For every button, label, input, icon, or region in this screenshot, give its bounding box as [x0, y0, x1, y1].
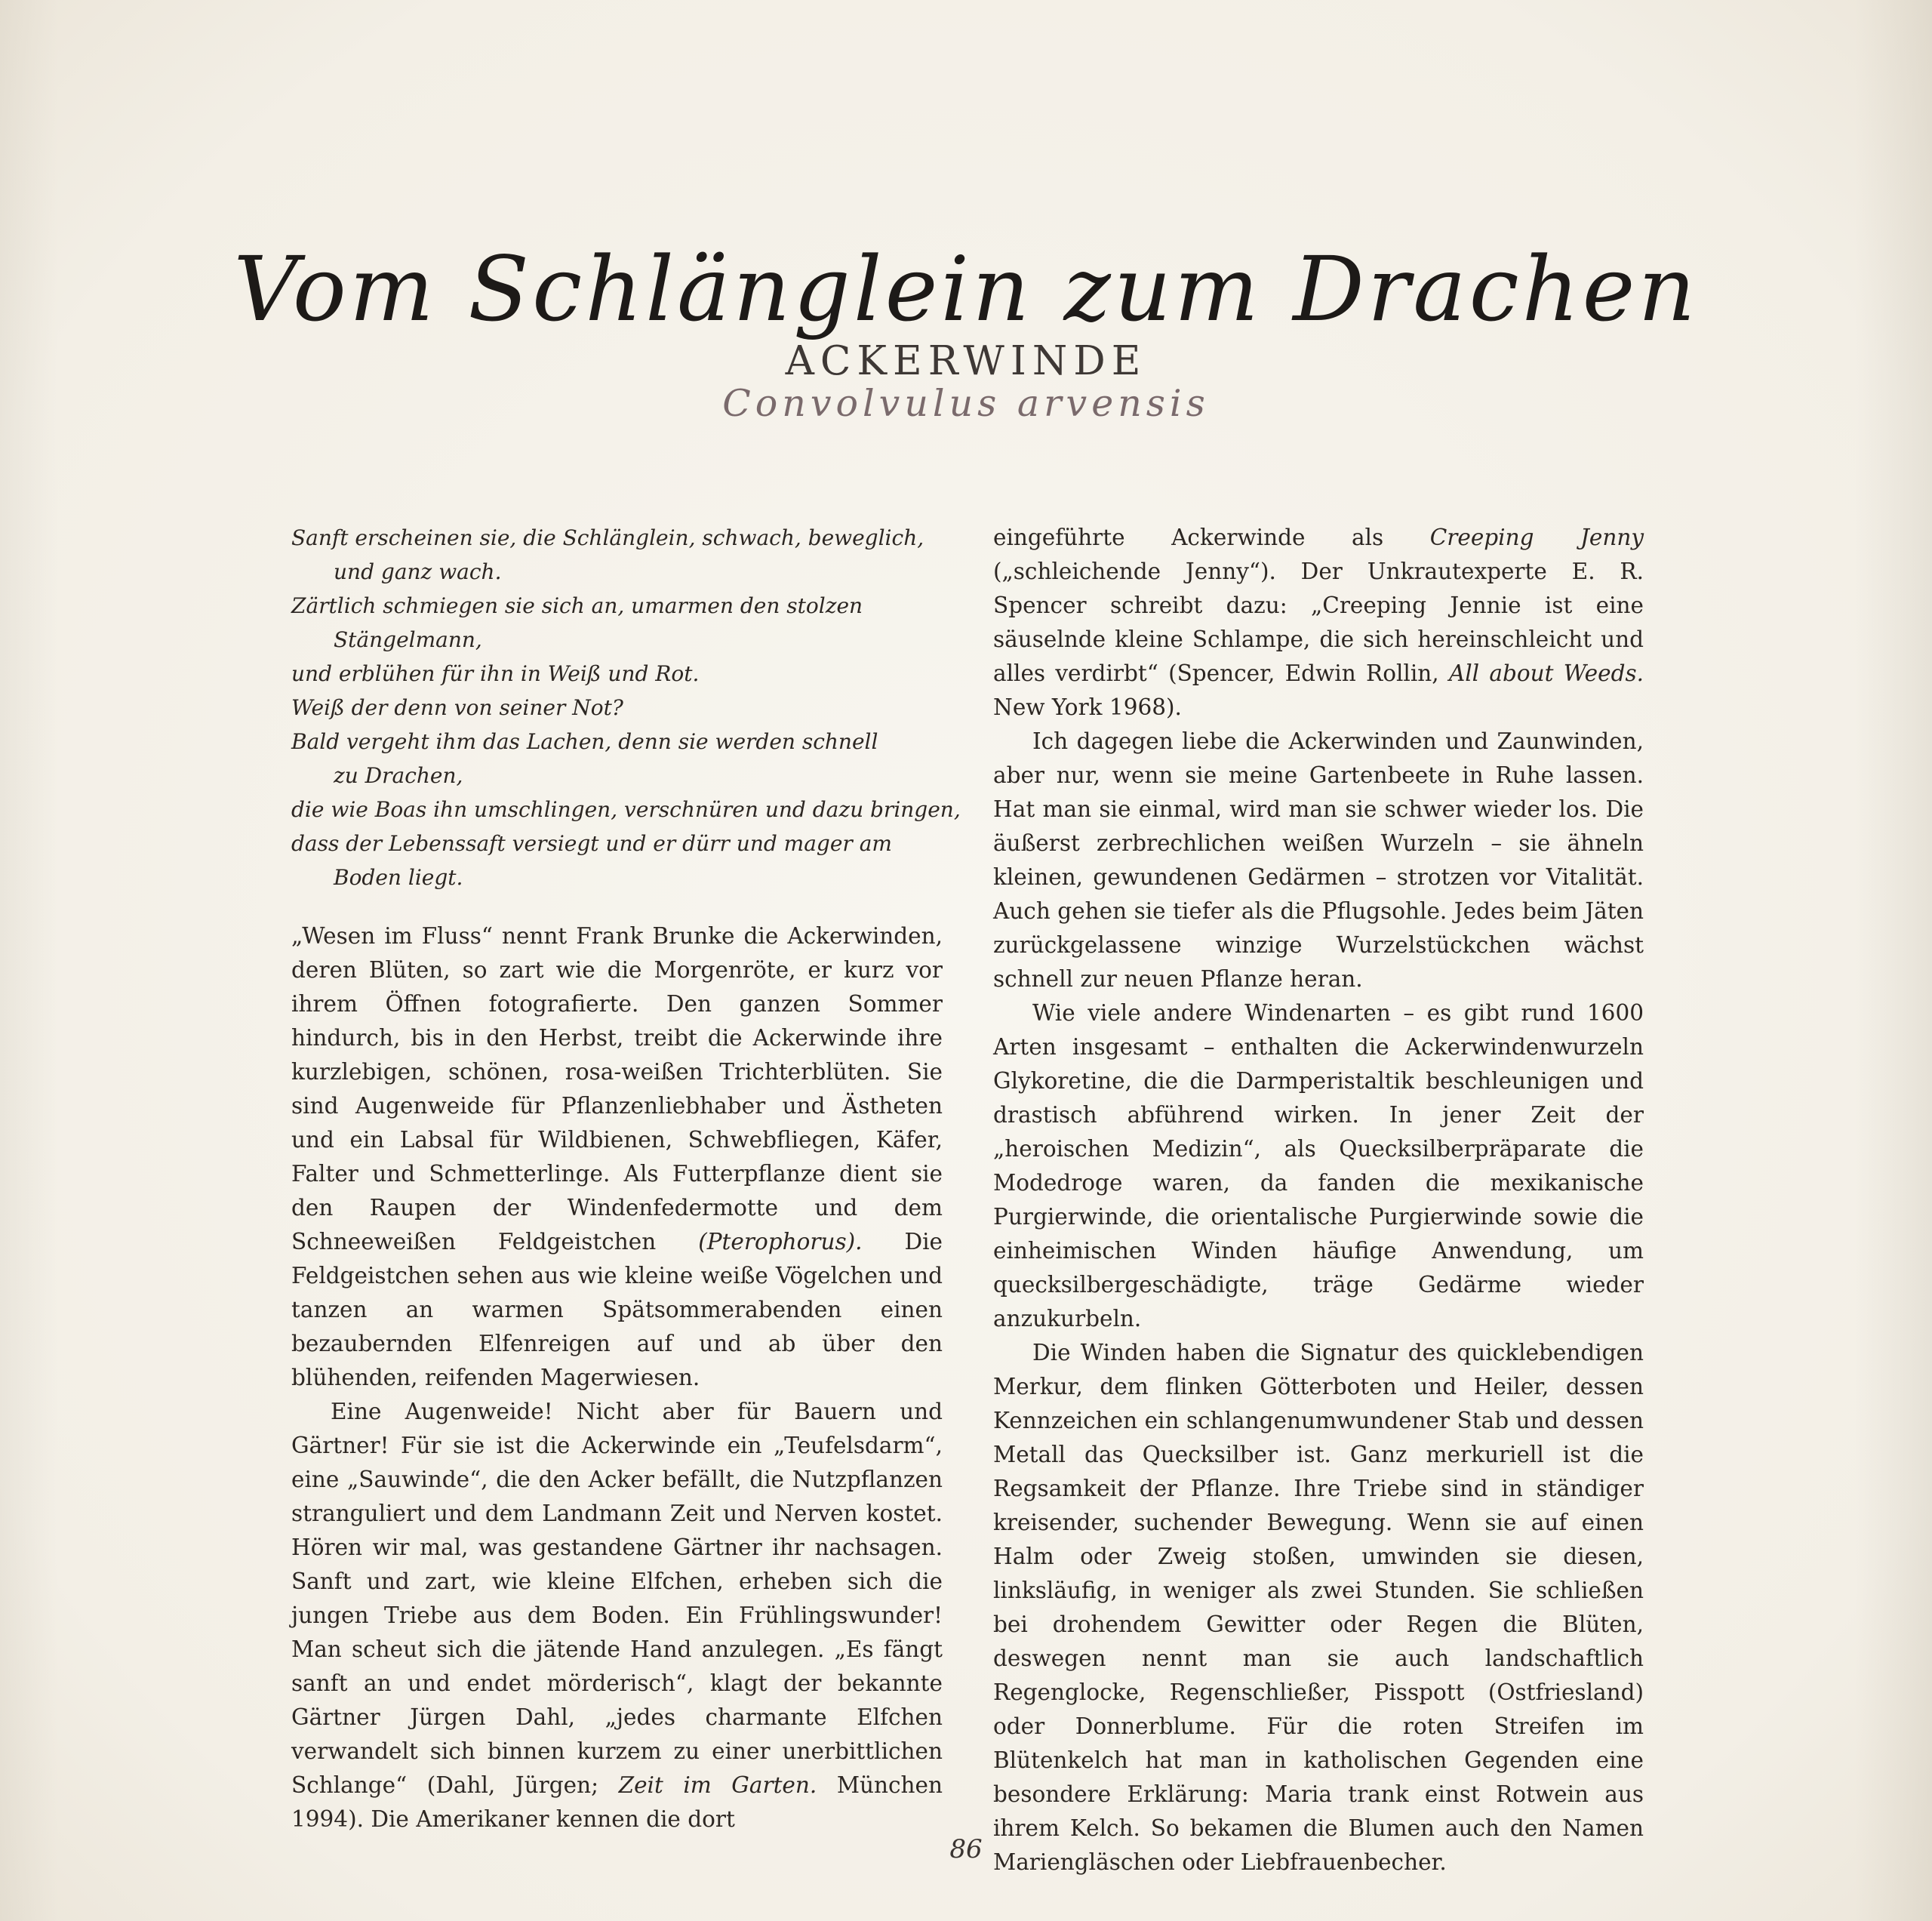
text-run: Eine Augenweide! Nicht aber für Bauern und Gärtner! Für sie ist die Ackerwinde ein „Teufelsdarm“, eine „Sauwinde“, die den Acker befällt, die Nutzpflanzen stranguliert und dem Landmann Zeit und Nerven kostet. Hören wir mal, was gestandene Gärtner ihr nachsagen. Sanft und zart, wie kleine Elfchen, erheben sich die jungen Triebe aus dem Boden. Ein Frühlingswunder! Man scheut sich die jätende Hand anzulegen. „Es fängt sanft an und endet mörderisch“, klagt der bekannte Gärtner Jürgen Dahl, „jedes charmante Elfchen verwandelt sich binnen kurzem zu einer unerbittlichen Schlange“ (Dahl, Jürgen;: [291, 1399, 943, 1798]
page-number: 86: [949, 1834, 983, 1864]
poem-line: Stängelmann,: [334, 627, 482, 652]
poem-line: und erblühen für ihn in Weiß und Rot.: [291, 661, 700, 686]
paragraph: [291, 1395, 943, 1836]
text-run: („schleichende Jenny“). Der Unkrautexperte E. R. Spencer schreibt dazu: „Creeping Jennie ist eine säuselnde kleine Schlampe, die sich hereinschleicht und alles verdirbt“ (Spencer, Edwin Rollin,: [993, 559, 1644, 686]
poem-line: Bald vergeht ihm das Lachen, denn sie werden schnell: [291, 729, 878, 754]
poem-line: Weiß der denn von seiner Not?: [291, 695, 623, 720]
poem-line: dass der Lebenssaft versiegt und er dürr und mager am: [291, 831, 892, 856]
text-run: New York 1968).: [993, 694, 1182, 720]
text-run: Die Feldgeistchen sehen aus wie kleine weiße Vögelchen und tanzen an warmen Spätsommerabenden einen bezaubernden Elfenreigen auf und ab über den blühenden, reifenden Magerwiesen.: [291, 1229, 943, 1390]
right-column: [993, 521, 1644, 1879]
poem: [291, 521, 961, 894]
poem-line: Sanft erscheinen sie, die Schlänglein, schwach, beweglich,: [291, 525, 924, 550]
chapter-title: Vom Schlänglein zum Drachen: [233, 237, 1699, 342]
latin-name: Convolvulus arvensis: [722, 382, 1210, 425]
text-run-italic: Creeping Jenny: [1429, 525, 1644, 550]
text-run-italic: Zeit im Garten.: [618, 1772, 817, 1798]
plant-name: ACKERWINDE: [785, 338, 1147, 384]
text-run: München 1994). Die Amerikaner kennen die dort: [291, 1772, 943, 1832]
poem-line: und ganz wach.: [334, 559, 502, 584]
poem-line: die wie Boas ihn umschlingen, verschnüren und dazu bringen,: [291, 797, 961, 822]
left-column: [291, 521, 961, 1836]
poem-line: zu Drachen,: [334, 763, 463, 788]
poem-line: Boden liegt.: [334, 865, 463, 890]
text-run: eingeführte Ackerwinde als: [993, 525, 1384, 550]
text-run-italic: All about Weeds.: [1448, 660, 1644, 686]
poem-line: Zärtlich schmiegen sie sich an, umarmen den stolzen: [291, 593, 863, 618]
paragraph: Ich dagegen liebe die Ackerwinden und Zaunwinden, aber nur, wenn sie meine Gartenbeete in Ruhe lassen. Hat man sie einmal, wird man sie schwer wieder los. Die äußerst zerbrechlichen weißen Wurzeln – sie ähneln kleinen, gewundenen Gedärmen – strotzen vor Vitalität. Auch gehen sie tiefer als die Pflugsohle. Jedes beim Jäten zurückgelassene winzige Wurzelstückchen wächst schnell zur neuen Pflanze heran.: [993, 728, 1644, 992]
paragraph: [993, 521, 1644, 725]
paragraph: Die Winden haben die Signatur des quicklebendigen Merkur, dem flinken Götterboten und Heiler, dessen Kennzeichen ein schlangenumwundener Stab und dessen Metall das Quecksilber ist. Ganz merkuriell ist die Regsamkeit der Pflanze. Ihre Triebe sind in ständiger kreisender, suchender Bewegung. Wenn sie auf einen Halm oder Zweig stoßen, umwinden sie diesen, linksläufig, in weniger als zwei Stunden. Sie schließen bei drohendem Gewitter oder Regen die Blüten, deswegen nennt man sie auch landschaftlich Regenglocke, Regenschließer, Pisspott (Ostfriesland) oder Donnerblume. Für die roten Streifen im Blütenkelch hat man in katholischen Gegenden eine besondere Erklärung: Maria trank einst Rotwein aus ihrem Kelch. So bekamen die Blumen auch den Namen Mariengläschen oder Liebfrauenbecher.: [993, 1340, 1644, 1875]
text-run: „Wesen im Fluss“ nennt Frank Brunke die Ackerwinden, deren Blüten, so zart wie die Morgenröte, er kurz vor ihrem Öffnen fotografierte. Den ganzen Sommer hindurch, bis in den Herbst, treibt die Ackerwinde ihre kurzlebigen, schönen, rosa-weißen Trichterblüten. Sie sind Augenweide für Pflanzenliebhaber und Ästheten und ein Labsal für Wildbienen, Schwebfliegen, Käfer, Falter und Schmetterlinge. Als Futterpflanze dient sie den Raupen der Windenfedermotte und dem Schneeweißen Feldgeistchen: [291, 923, 943, 1254]
paragraph: [291, 919, 943, 1395]
text-run-italic: (Pterophorus).: [698, 1229, 863, 1254]
paragraph: Wie viele andere Windenarten – es gibt rund 1600 Arten insgesamt – enthalten die Ackerwindenwurzeln Glykoretine, die die Darmperistaltik beschleunigen und drastisch abführend wirken. In jener Zeit der „heroischen Medizin“, als Quecksilberpräparate die Modedroge waren, da fanden die mexikanische Purgierwinde, die orientalische Purgierwinde sowie die einheimischen Winden häufige Anwendung, um quecksilbergeschädigte, träge Gedärme wieder anzukurbeln.: [993, 1000, 1644, 1331]
